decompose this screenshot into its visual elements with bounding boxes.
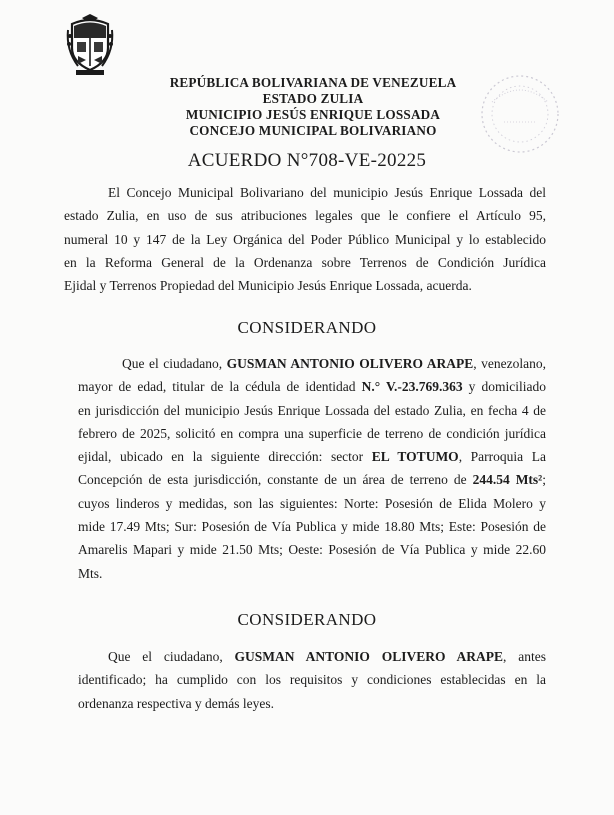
intro-line: en la Reforma General de la Ordenanza sobre Terrenos de Condición Jurídica: [64, 254, 546, 270]
considerando-1-line: [78, 375, 546, 398]
considerando-1-line: [78, 445, 546, 468]
considerando-1-line: en jurisdicción del municipio Jesús Enrique Lossada del estado Zulia, en fecha 4 de: [78, 402, 546, 418]
citizen-name: GUSMAN ANTONIO OLIVERO ARAPE: [226, 356, 474, 371]
considerando-1-line: cuyos linderos y medidas, son las siguientes: Norte: Posesión de Elida Molero y: [78, 495, 546, 511]
intro-line: Ejidal y Terrenos Propiedad del Municipio Jesús Enrique Lossada, acuerda.: [64, 278, 472, 294]
considerando-1-line: febrero de 2025, solicitó en compra una superficie de terreno de condición jurídica: [78, 425, 546, 441]
considerando-1-line: Mts.: [78, 565, 103, 581]
text-fragment: ;: [542, 472, 546, 488]
considerando-1-line: Amarelis Mapari y mide 21.50 Mts; Oeste: Posesión de Vía Publica y mide 22.60: [78, 542, 546, 558]
considerando-2-paragraph: [78, 645, 546, 715]
considerando-heading-1: CONSIDERANDO: [237, 318, 377, 337]
coat-of-arms-icon: [64, 14, 116, 78]
id-number: N.° V.-23.769.363: [361, 379, 463, 395]
considerando-2-line: ordenanza respectiva y demás leyes.: [78, 695, 275, 711]
intro-line: numeral 10 y 147 de la Ley Orgánica del Poder Público Municipal y lo establecido: [64, 231, 546, 247]
considerando-2-line: identificado; ha cumplido con los requisitos y condiciones establecidas en la: [78, 672, 546, 688]
land-area: 244.54 Mts²: [472, 472, 543, 488]
text-fragment: y domiciliado: [462, 379, 546, 395]
text-fragment: Concepción de esta jurisdicción, constante de un área de terreno de: [78, 472, 473, 488]
header-state: ESTADO ZULIA: [262, 91, 364, 106]
text-fragment: mayor de edad, titular de la cédula de identidad: [78, 379, 362, 395]
text-fragment: , venezolano,: [473, 356, 546, 371]
intro-line: estado Zulia, en uso de sus atribuciones legales que le confiere el Artículo 95,: [64, 208, 546, 224]
considerando-heading-2: CONSIDERANDO: [237, 610, 377, 629]
considerando-1-line: mide 17.49 Mts; Sur: Posesión de Vía Publica y mide 18.80 Mts; Este: Posesión de: [78, 519, 546, 535]
intro-paragraph: [64, 181, 546, 297]
text-fragment: Que el ciudadano,: [108, 649, 235, 664]
considerando-2-line: [78, 645, 546, 668]
text-fragment: , Parroquia La: [458, 449, 547, 465]
citizen-name: GUSMAN ANTONIO OLIVERO ARAPE: [234, 649, 504, 664]
text-fragment: ejidal, ubicado en la siguiente dirección: sector: [78, 449, 372, 465]
considerando-1-paragraph: [78, 352, 546, 585]
document-header: [0, 75, 614, 139]
text-fragment: Que el ciudadano,: [122, 356, 227, 371]
header-republic: REPÚBLICA BOLIVARIANA DE VENEZUELA: [169, 75, 457, 90]
considerando-1-line: [78, 352, 546, 375]
text-fragment: , antes: [503, 649, 546, 664]
document-title: ACUERDO N°708-VE-20225: [187, 150, 427, 171]
sector-name: EL TOTUMO: [371, 449, 459, 465]
considerando-1-line: [78, 468, 546, 491]
header-municipality: MUNICIPIO JESÚS ENRIQUE LOSSADA: [185, 107, 441, 122]
intro-line: El Concejo Municipal Bolivariano del municipio Jesús Enrique Lossada del: [108, 185, 546, 200]
header-council: CONCEJO MUNICIPAL BOLIVARIANO: [189, 123, 437, 138]
